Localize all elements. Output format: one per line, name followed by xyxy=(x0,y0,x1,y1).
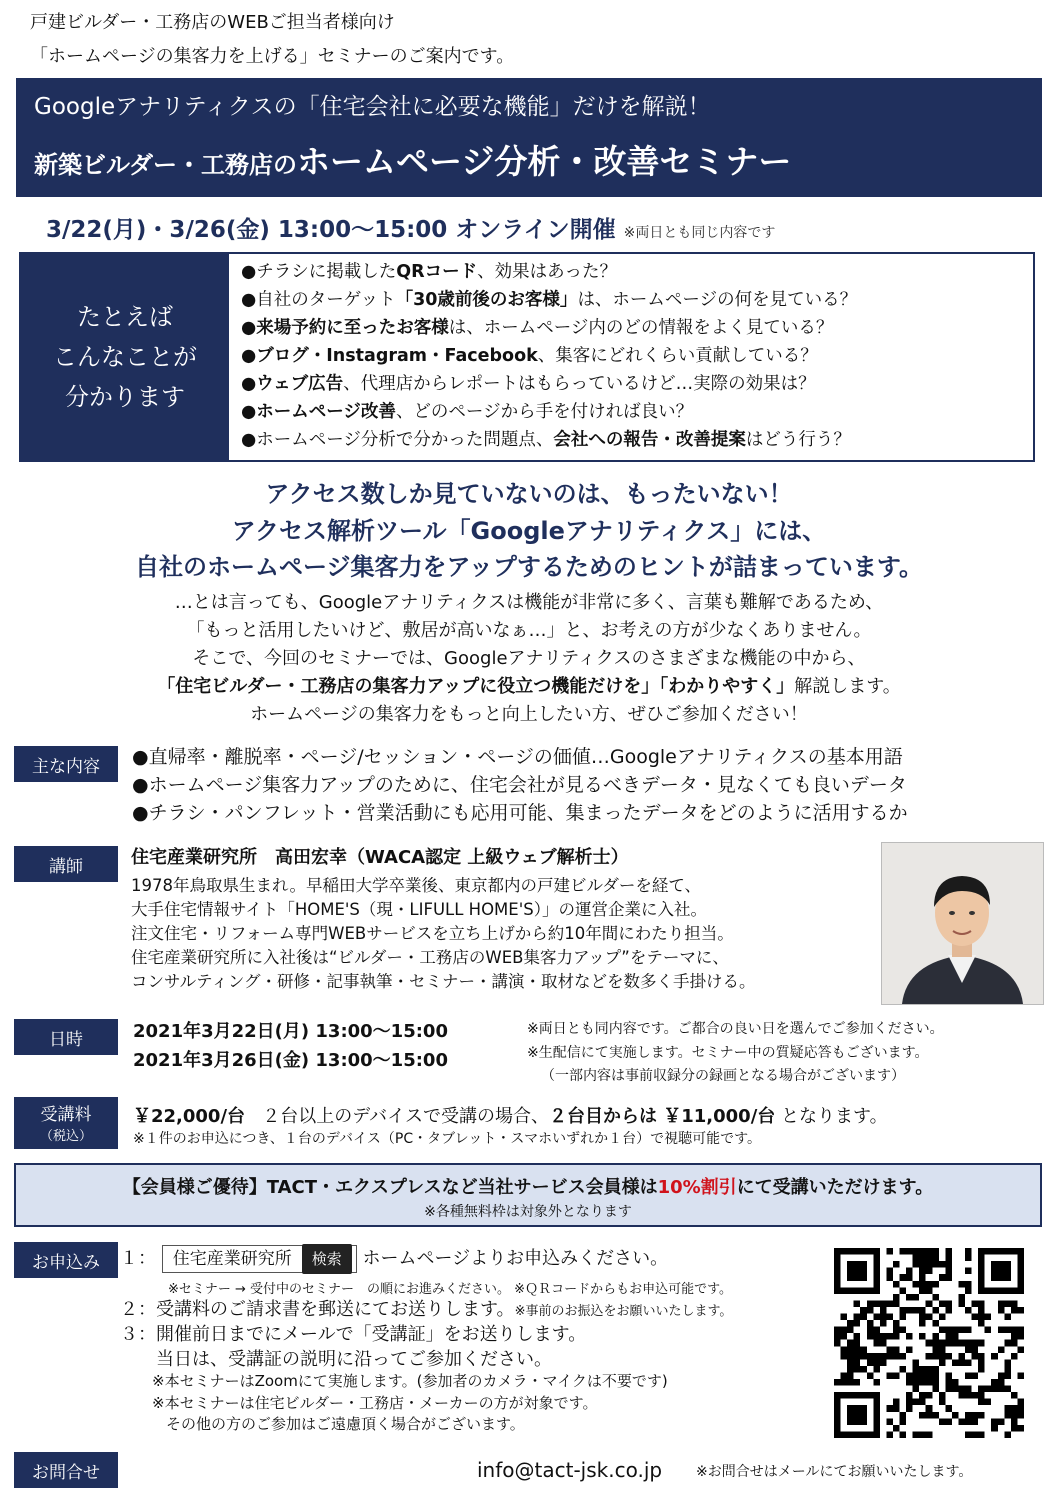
member-main xyxy=(16,1173,1040,1199)
side-line: こんなことが xyxy=(53,343,197,371)
list-item xyxy=(241,286,857,314)
member-sub: ※各種無料枠は対象外となります xyxy=(424,1204,632,1220)
list-item: ●ホームページ集客力アップのために、住宅会社が見るべきデータ・見なくても良いデータ xyxy=(132,774,907,796)
bio-line: 住宅産業研究所に入社後は“ビルダー・工務店のWEB集客力アップ”をテーマに、 xyxy=(131,948,729,967)
side-line: たとえば xyxy=(77,303,173,331)
fee-line xyxy=(133,1102,888,1128)
item-text: ● xyxy=(241,374,257,394)
fee-second: ２台目からは ￥11,000/台 xyxy=(548,1106,776,1127)
bio-line: 1978年鳥取県生まれ。早稲田大学卒業後、東京都内の戸建ビルダーを経て、 xyxy=(131,876,701,895)
item-text: は、ホームページ内のどの情報をよく見ている？ xyxy=(448,318,834,338)
seminar-dateline xyxy=(46,211,775,244)
item-emphasis: ホームページ改善 xyxy=(256,402,396,422)
item-emphasis: 会社への報告・改善提案 xyxy=(553,430,746,450)
item-text: ●ホームページ分析で分かった問題点、 xyxy=(241,430,554,450)
search-text: 住宅産業研究所 xyxy=(172,1249,292,1269)
hero-subtitle: Googleアナリティクスの「住宅会社に必要な機能」だけを解説！ xyxy=(34,94,711,120)
contact-email[interactable]: info@tact-jsk.co.jp xyxy=(477,1458,663,1482)
list-item xyxy=(241,342,857,370)
lecturer-label: 講師 xyxy=(14,846,118,882)
list-item xyxy=(241,426,857,454)
item-text: ● xyxy=(241,402,257,422)
body-line-4 xyxy=(0,672,1058,701)
search-box[interactable] xyxy=(162,1245,357,1273)
body-line-2: 「もっと活用したいけど、敷居が高いなぁ…」と、お考えの方が少なくありません。 xyxy=(186,620,872,641)
fee-label-sub: （税込） xyxy=(39,1129,92,1144)
qr-code[interactable] xyxy=(834,1248,1024,1438)
step-note: ※事前のお振込をお願いいたします。 xyxy=(514,1304,733,1319)
search-button[interactable]: 検索 xyxy=(302,1244,352,1274)
contact-label: お問合せ xyxy=(14,1452,118,1488)
examples-list xyxy=(241,258,857,454)
list-item xyxy=(241,314,857,342)
lecturer-photo xyxy=(881,842,1044,1005)
list-item: ●直帰率・離脱率・ページ/セッション・ページの価値…Googleアナリティクスの基本用語 xyxy=(132,746,903,768)
schedule-date-2: 2021年3月26日(金) 13:00〜15:00 xyxy=(133,1050,448,1071)
hero-title-main: ホームページ分析・改善セミナー xyxy=(297,142,792,181)
list-item xyxy=(241,398,857,426)
item-text: 、効果はあった？ xyxy=(477,262,617,282)
apply-note-2: ※本セミナーは住宅ビルダー・工務店・メーカーの方が対象です。 xyxy=(152,1394,598,1412)
member-discount: 10%割引 xyxy=(657,1177,737,1198)
apply-step-3-line-2: 当日は、受講証の説明に沿ってご参加ください。 xyxy=(156,1349,552,1370)
apply-step-1 xyxy=(120,1245,668,1273)
body-line-1: …とは言っても、Googleアナリティクスは機能が非常に多く、言葉も難解であるため、 xyxy=(174,592,884,613)
body-text: 解説します。 xyxy=(794,676,901,697)
fee-label-main: 受講料 xyxy=(40,1105,92,1125)
headline-3: 自社のホームページ集客力をアップするためのヒントが詰まっています。 xyxy=(135,553,923,581)
fee-price: ￥22,000/台 xyxy=(133,1106,246,1127)
item-emphasis: 来場予約に至ったお客様 xyxy=(256,318,449,338)
member-prefix: 【会員様ご優待】TACT・エクスプレスなど当社サービス会員様は xyxy=(122,1177,658,1198)
hero-title xyxy=(34,136,791,183)
examples-side-label xyxy=(21,254,229,460)
item-text: 、どのページから手を付ければ良い？ xyxy=(395,402,694,422)
fee-label xyxy=(14,1097,118,1149)
fee-mid: ２台以上のデバイスで受講の場合、 xyxy=(262,1106,549,1127)
intro-line-1: 戸建ビルダー・工務店のWEBご担当者様向け xyxy=(30,12,395,33)
body-line-5: ホームページの集客力をもっと向上したい方、ぜひご参加ください！ xyxy=(250,704,808,725)
item-emphasis: ウェブ広告 xyxy=(256,374,344,394)
body-line-3: そこで、今回のセミナーでは、Googleアナリティクスのさまざまな機能の中から、 xyxy=(192,648,866,669)
bio-line: 注文住宅・リフォーム専門WEBサービスを立ち上げから約10年間にわたり担当。 xyxy=(131,924,734,943)
contents-list xyxy=(132,743,908,827)
lecturer-name: 住宅産業研究所 高田宏幸（WACA認定 上級ウェブ解析士） xyxy=(131,847,629,868)
list-item xyxy=(241,258,857,286)
dateline-text: 3/22(月)・3/26(金) 13:00〜15:00 オンライン開催 xyxy=(46,217,616,243)
apply-note-3: その他の方のご参加はご遠慮頂く場合がございます。 xyxy=(166,1415,525,1433)
schedule-label: 日時 xyxy=(14,1019,118,1055)
headline-1: アクセス数しか見ていないのは、もったいない！ xyxy=(265,480,793,508)
apply-step-2 xyxy=(120,1297,732,1325)
apply-label: お申込み xyxy=(14,1242,118,1278)
item-text: ●チラシに掲載した xyxy=(241,262,397,282)
list-item xyxy=(241,370,857,398)
hero-banner xyxy=(16,78,1042,197)
item-text: ● xyxy=(241,318,257,338)
headline-2: アクセス解析ツール「Googleアナリティクス」には、 xyxy=(231,517,827,545)
step-number: １： xyxy=(120,1248,156,1269)
intro-line-2: 「ホームページの集客力を上げる」セミナーのご案内です。 xyxy=(30,46,515,67)
item-emphasis: 「30歳前後のお客様」 xyxy=(395,290,578,310)
contents-label: 主な内容 xyxy=(14,746,118,782)
item-text: ●自社のターゲット xyxy=(241,290,396,310)
examples-box xyxy=(19,252,1035,462)
bio-line: 大手住宅情報サイト「HOME'S（現・LIFULL HOME'S）」の運営企業に入社。 xyxy=(131,900,707,919)
item-text: ● xyxy=(241,346,257,366)
contact-note: ※お問合せはメールにてお願いいたします。 xyxy=(696,1464,973,1480)
item-text: は、ホームページの何を見ている？ xyxy=(577,290,858,310)
item-emphasis: ブログ・Instagram・Facebook xyxy=(256,346,538,366)
body-emphasis: 「住宅ビルダー・工務店の集客力アップに役立つ機能だけを」「わかりやすく」 xyxy=(157,676,795,697)
side-line: 分かります xyxy=(65,383,185,411)
member-discount-box xyxy=(14,1163,1042,1227)
schedule-note-1: ※両日とも同内容です。ご都合の良い日を選んでご参加ください。 xyxy=(527,1021,944,1037)
lecturer-bio xyxy=(131,874,756,994)
apply-step-1-note: ※セミナー → 受付中のセミナー の順にお進みください。 ※ＱＲコードからもお申込可能です。 xyxy=(168,1282,733,1297)
step-text: ホームページよりお申込みください。 xyxy=(362,1248,669,1269)
item-text: はどう行う？ xyxy=(745,430,851,450)
list-item: ●チラシ・パンフレット・営業活動にも応用可能、集まったデータをどのように活用するか xyxy=(132,802,908,824)
schedule-note-3: （一部内容は事前収録分の録画となる場合がございます） xyxy=(541,1068,905,1084)
fee-tail: となります。 xyxy=(781,1106,888,1127)
item-text: 、集客にどれくらい貢献している？ xyxy=(537,346,818,366)
member-suffix: にて受講いただけます。 xyxy=(736,1177,934,1198)
item-text: 、代理店からレポートはもらっているけど…実際の効果は？ xyxy=(343,374,816,394)
fee-note: ※１件のお申込につき、１台のデバイス（PC・タブレット・スマホいずれか１台）で視聴可能です。 xyxy=(133,1131,762,1147)
apply-note-1: ※本セミナーはZoomにて実施します。(参加者のカメラ・マイクは不要です) xyxy=(152,1372,668,1390)
dateline-note: ※両日とも同じ内容です xyxy=(623,225,776,241)
hero-title-prefix: 新築ビルダー・工務店の xyxy=(34,151,298,179)
item-emphasis: QRコード xyxy=(396,262,478,282)
schedule-date-1: 2021年3月22日(月) 13:00〜15:00 xyxy=(133,1021,448,1042)
apply-step-3: ３：開催前日までにメールで「受講証」をお送りします。 xyxy=(120,1324,587,1345)
schedule-note-2: ※生配信にて実施します。セミナー中の質疑応答もございます。 xyxy=(527,1045,929,1061)
bio-line: コンサルティング・研修・記事執筆・セミナー・講演・取材などを数多く手掛ける。 xyxy=(131,972,756,991)
step-text: ２：受講料のご請求書を郵送にてお送りします。 xyxy=(120,1299,515,1320)
